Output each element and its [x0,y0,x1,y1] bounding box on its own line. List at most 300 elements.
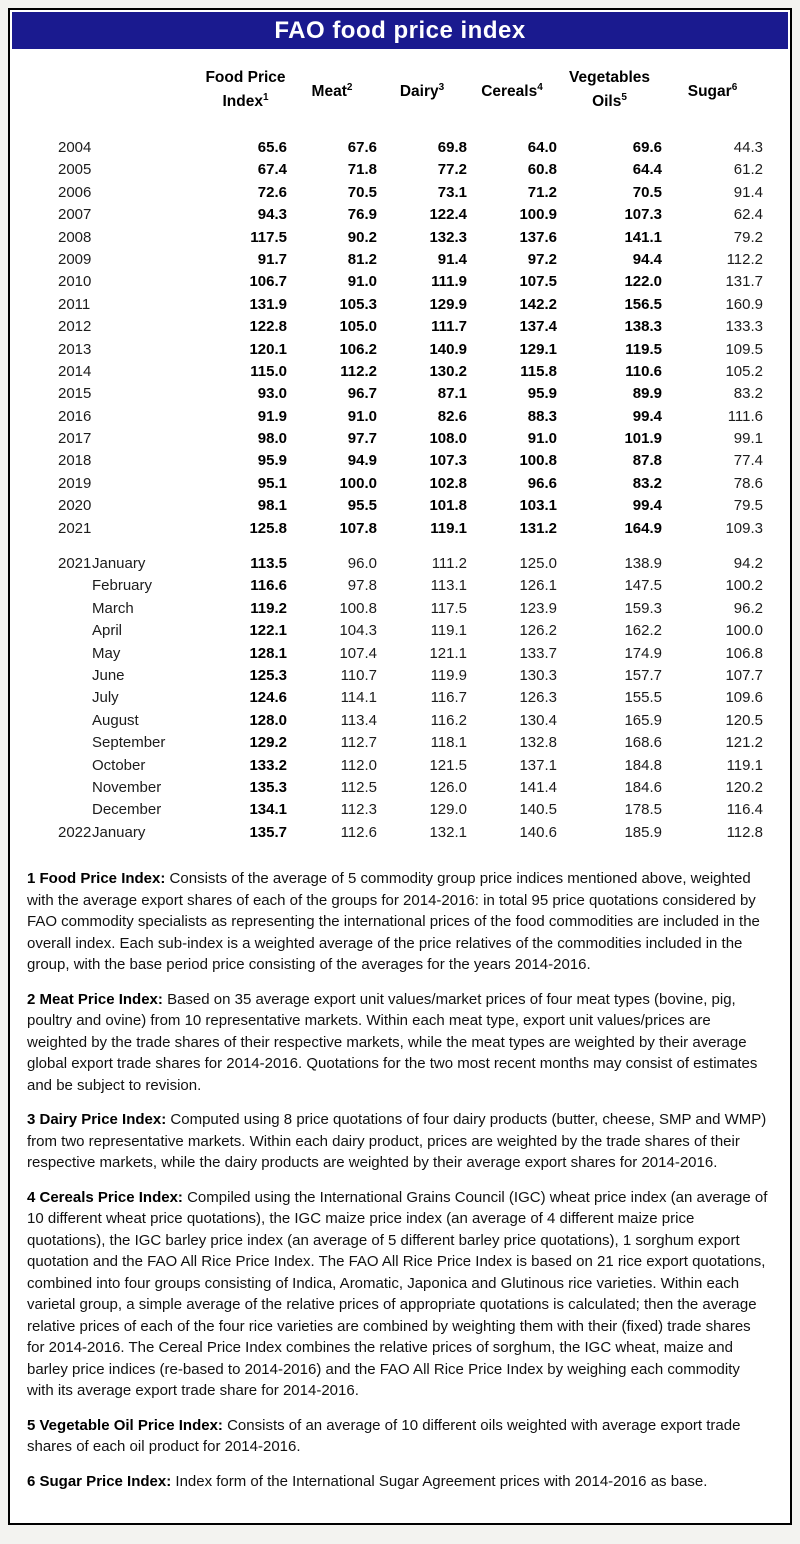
value-cell: 100.8 [519,452,557,470]
value-cell: 87.8 [632,452,662,470]
value-cell: 132.1 [429,823,467,841]
footnote-label: 1 Food Price Index: [27,870,166,888]
value-cell: 112.7 [340,734,377,752]
value-cell: 87.1 [437,385,467,403]
year-cell [10,732,92,754]
value-cell: 140.9 [429,340,467,358]
value-cell: 67.6 [347,139,377,156]
value-cell: 64.4 [632,161,662,179]
column-header-sup: 5 [621,91,627,103]
footnote-label: 2 Meat Price Index: [27,990,163,1008]
value-cell: 107.3 [624,206,662,224]
year-cell: 2019 [58,474,92,492]
value-cell: 95.5 [347,497,377,515]
value-cell: 128.0 [249,711,287,729]
value-cell: 93.0 [257,385,287,403]
value-cell: 140.5 [519,801,557,819]
value-cell: 164.9 [624,519,662,537]
value-cell: 99.4 [632,407,662,425]
month-cell [92,182,204,204]
table-row [10,799,790,821]
value-cell: 125.8 [249,519,287,537]
value-cell: 140.6 [519,823,557,841]
value-cell: 91.0 [347,407,377,425]
value-cell: 159.3 [624,599,662,617]
value-cell: 126.3 [519,689,557,707]
value-cell: 155.5 [624,689,662,707]
report-frame [8,8,792,1525]
value-cell: 96.0 [347,555,377,573]
value-cell: 185.9 [624,823,662,841]
value-cell: 115.8 [520,362,557,380]
value-cell: 91.0 [527,430,557,448]
table-row [10,406,790,428]
year-cell [10,598,92,620]
value-cell: 77.2 [437,161,467,179]
yearly-rows-section [10,137,790,540]
value-cell: 116.6 [250,577,287,595]
value-cell: 130.4 [519,711,557,729]
year-cell: 2021 [58,519,92,537]
value-cell: 129.0 [429,801,467,819]
table-row [10,316,790,338]
column-header-sup: 2 [346,81,353,93]
value-cell: 113.4 [340,711,377,729]
value-cell: 157.7 [624,666,662,684]
footnote [27,1471,768,1493]
month-cell [92,316,204,338]
month-cell [92,361,204,383]
value-cell: 115.0 [250,362,287,380]
month-cell [92,518,204,540]
footnote-text: Compiled using the International Grains Council (IGC) wheat price index (an average of 10 different wheat price quotations), the IGC maize price index (an average of 4 different maize price quotations), the IGC barley price index (an average of 5 different barley price quotations), 1 sorghum export quotation and the FAO All Rice Price Index. The FAO All Rice Price Index is based on 21 rice export quotations, combined into four groups consisting of Indica, Aromatic, Japonica and Glutinous rice varieties. Within each varietal group, a simple average of the relative prices of appropriate quotations is calculated; then the average relative prices of each of the four rice varieties are combined by weighting them with their (fixed) trade shares for 2014-2016. The Cereal Price Index combines the relative prices of sorghum, the IGC wheat, maize and barley price indices (re-based to 2014-2016) and the FAO All Rice Price Index by weighing each commodity with its average export trade share for 2014-2016. [27,1188,768,1400]
value-cell: 116.4 [726,801,763,819]
table-row [10,159,790,181]
month-cell [92,473,204,495]
value-cell: 178.5 [624,801,662,819]
value-cell: 137.4 [519,318,557,336]
value-cell: 138.3 [624,318,662,336]
value-cell: 119.2 [250,599,287,617]
table-row [10,428,790,450]
value-cell: 116.7 [430,689,467,707]
value-cell: 62.4 [733,206,763,224]
value-cell: 91.7 [257,250,287,268]
value-cell: 103.1 [519,497,557,515]
table-row [10,137,790,159]
value-cell: 114.1 [340,689,377,707]
value-cell: 123.9 [519,599,557,617]
column-header-label: Vegetables Oils [569,68,650,111]
year-cell: 2006 [58,183,92,201]
year-cell: 2008 [58,228,92,246]
value-cell: 165.9 [624,711,662,729]
value-cell: 69.6 [632,139,662,156]
column-header-sup: 3 [438,81,445,93]
month-cell: June [92,666,125,684]
month-cell [92,383,204,405]
value-cell: 71.2 [527,183,557,201]
year-cell: 2011 [58,295,91,313]
value-cell: 101.9 [624,430,662,448]
month-cell: September [92,734,166,752]
value-cell: 94.4 [632,250,662,268]
value-cell: 129.2 [249,734,287,752]
value-cell: 44.3 [733,139,763,156]
value-cell: 70.5 [347,183,377,201]
month-cell: February [92,577,153,595]
table-header-row [10,53,790,127]
value-cell: 119.1 [430,622,467,640]
value-cell: 110.6 [625,362,662,380]
year-cell: 2013 [58,340,92,358]
year-cell: 2010 [58,273,92,291]
monthly-rows-section [10,553,790,844]
year-cell [10,643,92,665]
column-header [662,78,763,102]
value-cell: 94.9 [347,452,377,470]
value-cell: 82.6 [437,407,467,425]
value-cell: 108.0 [429,430,467,448]
value-cell: 126.0 [429,778,467,796]
value-cell: 106.8 [725,644,763,662]
column-header [557,68,662,112]
value-cell: 133.7 [519,644,557,662]
column-header-label: Food Price Index [205,68,286,111]
table-row [10,822,790,844]
value-cell: 91.9 [257,407,287,425]
value-cell: 102.8 [429,474,467,492]
value-cell: 142.2 [519,295,557,313]
month-cell [92,450,204,472]
value-cell: 60.8 [527,161,557,179]
value-cell: 96.6 [527,474,557,492]
value-cell: 100.0 [339,474,377,492]
year-cell [10,575,92,597]
value-cell: 184.6 [624,778,662,796]
value-cell: 135.3 [249,778,287,796]
value-cell: 113.1 [430,577,467,595]
footnote [27,1187,768,1402]
value-cell: 100.0 [725,622,763,640]
value-cell: 91.4 [733,183,763,201]
month-cell: November [92,778,162,796]
footnote-label: 6 Sugar Price Index: [27,1472,172,1490]
table-row [10,450,790,472]
year-cell: 2014 [58,362,92,380]
value-cell: 95.9 [257,452,287,470]
table-row [10,473,790,495]
value-cell: 121.2 [725,734,763,752]
column-header [377,78,467,102]
value-cell: 119.1 [430,519,467,537]
value-cell: 119.1 [726,756,763,774]
value-cell: 117.5 [430,599,467,617]
value-cell: 96.7 [347,385,377,403]
value-cell: 111.6 [727,407,763,425]
value-cell: 83.2 [733,385,763,403]
value-cell: 100.8 [339,599,377,617]
value-cell: 118.1 [430,734,467,752]
table-row [10,204,790,226]
year-cell [10,710,92,732]
table-row [10,182,790,204]
value-cell: 132.8 [519,734,557,752]
value-cell: 174.9 [624,644,662,662]
value-cell: 138.9 [624,555,662,573]
column-header [467,78,557,102]
value-cell: 122.4 [429,206,467,224]
value-cell: 125.0 [519,555,557,573]
column-header-sup: 4 [537,81,543,93]
value-cell: 110.7 [340,666,377,684]
footnote-label: 3 Dairy Price Index: [27,1111,167,1129]
value-cell: 91.0 [347,273,377,291]
month-cell: October [92,756,146,774]
value-cell: 133.2 [249,756,287,774]
footnote [27,1415,768,1458]
month-cell [92,227,204,249]
value-cell: 135.7 [249,823,287,841]
value-cell: 113.5 [250,555,287,573]
year-cell [10,755,92,777]
value-cell: 77.4 [733,452,763,470]
value-cell: 137.1 [519,756,557,774]
value-cell: 109.5 [725,340,763,358]
column-header-sup: 6 [731,81,738,93]
value-cell: 126.2 [519,622,557,640]
month-cell: January [92,555,146,573]
table-row [10,732,790,754]
month-cell [92,159,204,181]
table-row [10,518,790,540]
value-cell: 105.3 [339,295,377,313]
year-cell: 2017 [58,430,92,448]
table-row [10,294,790,316]
value-cell: 97.7 [347,430,377,448]
month-cell: August [92,711,139,729]
value-cell: 120.1 [249,340,287,358]
value-cell: 112.5 [340,778,377,796]
value-cell: 95.1 [257,474,287,492]
value-cell: 147.5 [624,577,662,595]
table-row [10,361,790,383]
value-cell: 94.3 [257,206,287,224]
value-cell: 69.8 [437,139,467,156]
year-cell: 2018 [58,452,92,470]
value-cell: 122.0 [624,273,662,291]
value-cell: 67.4 [257,161,287,179]
value-cell: 83.2 [632,474,662,492]
value-cell: 107.7 [725,666,763,684]
footnote-text: Consists of the average of 5 commodity group price indices mentioned above, weighted with the average export shares of each of the groups for 2014-2016: in total 95 price quotations considered by FAO commodity specialists as representing the international prices of the food commodities are included in the overall index. Each sub-index is a weighted average of the price relatives of the commodities included in the group, with the base period price consisting of the averages for the years 2014-2016. [27,870,760,974]
value-cell: 107.5 [519,273,557,291]
table-row [10,339,790,361]
table-row [10,575,790,597]
value-cell: 89.9 [632,385,662,403]
month-cell: April [92,622,123,640]
month-cell: July [92,689,119,707]
value-cell: 100.2 [725,577,763,595]
month-cell: January [92,823,146,841]
value-cell: 96.2 [733,599,763,617]
value-cell: 162.2 [624,622,662,640]
value-cell: 81.2 [347,250,377,268]
value-cell: 94.2 [733,555,763,573]
month-cell [92,137,204,159]
value-cell: 111.7 [431,318,467,336]
value-cell: 109.3 [725,519,763,537]
year-cell: 2016 [58,407,92,425]
value-cell: 73.1 [437,183,467,201]
value-cell: 141.1 [624,228,662,246]
value-cell: 98.1 [257,497,287,515]
year-cell: 2021 [58,555,92,573]
column-header-label: Dairy [399,83,439,101]
month-cell [92,249,204,271]
value-cell: 126.1 [519,577,557,595]
footnote-label: 4 Cereals Price Index: [27,1188,183,1206]
value-cell: 91.4 [437,250,467,268]
footnote-label: 5 Vegetable Oil Price Index: [27,1416,223,1434]
table-row [10,777,790,799]
year-cell [10,665,92,687]
value-cell: 128.1 [249,644,287,662]
year-cell: 2022 [58,823,92,841]
month-cell: March [92,599,134,617]
value-cell: 107.8 [339,519,377,537]
year-cell: 2009 [58,250,92,268]
value-cell: 117.5 [250,228,287,246]
value-cell: 64.0 [527,139,557,156]
value-cell: 132.3 [429,228,467,246]
value-cell: 71.8 [347,161,377,179]
footnotes-section [10,868,790,1492]
value-cell: 160.9 [725,295,763,313]
value-cell: 107.4 [339,644,377,662]
year-cell [10,777,92,799]
value-cell: 130.2 [429,362,467,380]
value-cell: 98.0 [257,430,287,448]
value-cell: 129.9 [429,295,467,313]
table-row [10,710,790,732]
value-cell: 124.6 [249,689,287,707]
month-cell [92,339,204,361]
table-row [10,553,790,575]
value-cell: 112.0 [340,756,377,774]
month-cell [92,428,204,450]
value-cell: 131.7 [725,273,763,291]
year-cell: 2007 [58,206,92,224]
value-cell: 104.3 [339,622,377,640]
value-cell: 111.2 [431,555,467,573]
value-cell: 112.3 [340,801,377,819]
year-cell: 2012 [58,318,92,336]
value-cell: 105.0 [339,318,377,336]
value-cell: 119.5 [625,340,662,358]
year-cell [10,687,92,709]
footnote-text: Computed using 8 price quotations of four dairy products (butter, cheese, SMP and WMP) from two representative markets. Within each dairy product, prices are weighted by the trade shares of their respective markets, while the dairy products are weighted by their average export shares for 2014-2016. [27,1111,767,1172]
table-row [10,271,790,293]
value-cell: 184.8 [624,756,662,774]
value-cell: 99.4 [632,497,662,515]
table-row [10,383,790,405]
value-cell: 133.3 [725,318,763,336]
value-cell: 134.1 [249,801,287,819]
month-cell [92,294,204,316]
value-cell: 105.2 [725,362,763,380]
column-header-label: Sugar [687,83,732,101]
value-cell: 156.5 [624,295,662,313]
year-cell [10,620,92,642]
month-cell: December [92,801,162,819]
footnote [27,1109,768,1174]
value-cell: 112.8 [726,823,763,841]
report-title: FAO food price index [12,12,788,49]
value-cell: 116.2 [430,711,467,729]
value-cell: 125.3 [249,666,287,684]
column-header [287,78,377,102]
month-cell: May [92,644,121,662]
column-header-label: Meat [311,83,347,101]
table-row [10,227,790,249]
footnote [27,989,768,1097]
value-cell: 79.2 [733,228,763,246]
footnote-text: Based on 35 average export unit values/market prices of four meat types (bovine, pig, poultry and ovine) from 10 representative markets. Within each meat type, export unit values/prices are weighted by the trade shares of their respective markets, while the meat types are weighted by their average global export trade shares for 2014-2016. Quotations for the two most recent months may consist of estimates and be subject to revision. [27,990,758,1094]
value-cell: 97.8 [347,577,377,595]
value-cell: 112.2 [340,362,377,380]
value-cell: 107.3 [429,452,467,470]
value-cell: 112.2 [726,250,763,268]
table-row [10,755,790,777]
table-row [10,620,790,642]
month-cell [92,495,204,517]
footnote-text: Consists of an average of 10 different oils weighted with average export trade shares of each oil product for 2014-2016. [27,1416,741,1456]
value-cell: 121.1 [429,644,467,662]
value-cell: 120.2 [725,778,763,796]
value-cell: 109.6 [725,689,763,707]
column-header-label: Cereals [481,83,538,101]
value-cell: 90.2 [347,228,377,246]
year-cell: 2015 [58,385,92,403]
table-row [10,495,790,517]
value-cell: 131.9 [249,295,287,313]
footnote [27,868,768,976]
value-cell: 99.1 [733,430,763,448]
year-cell: 2004 [58,139,92,156]
year-cell [10,799,92,821]
value-cell: 112.6 [340,823,377,841]
value-cell: 78.6 [733,474,763,492]
value-cell: 122.1 [249,622,287,640]
column-header [204,68,287,112]
month-cell [92,204,204,226]
value-cell: 111.9 [431,273,467,291]
year-cell: 2005 [58,161,92,179]
value-cell: 121.5 [429,756,467,774]
table-row [10,687,790,709]
value-cell: 72.6 [257,183,287,201]
value-cell: 130.3 [519,666,557,684]
value-cell: 141.4 [519,778,557,796]
value-cell: 120.5 [725,711,763,729]
footnote-text: Index form of the International Sugar Agreement prices with 2014-2016 as base. [175,1472,708,1490]
value-cell: 79.5 [733,497,763,515]
table-row [10,598,790,620]
value-cell: 76.9 [347,206,377,224]
month-cell [92,271,204,293]
value-cell: 61.2 [733,161,763,179]
